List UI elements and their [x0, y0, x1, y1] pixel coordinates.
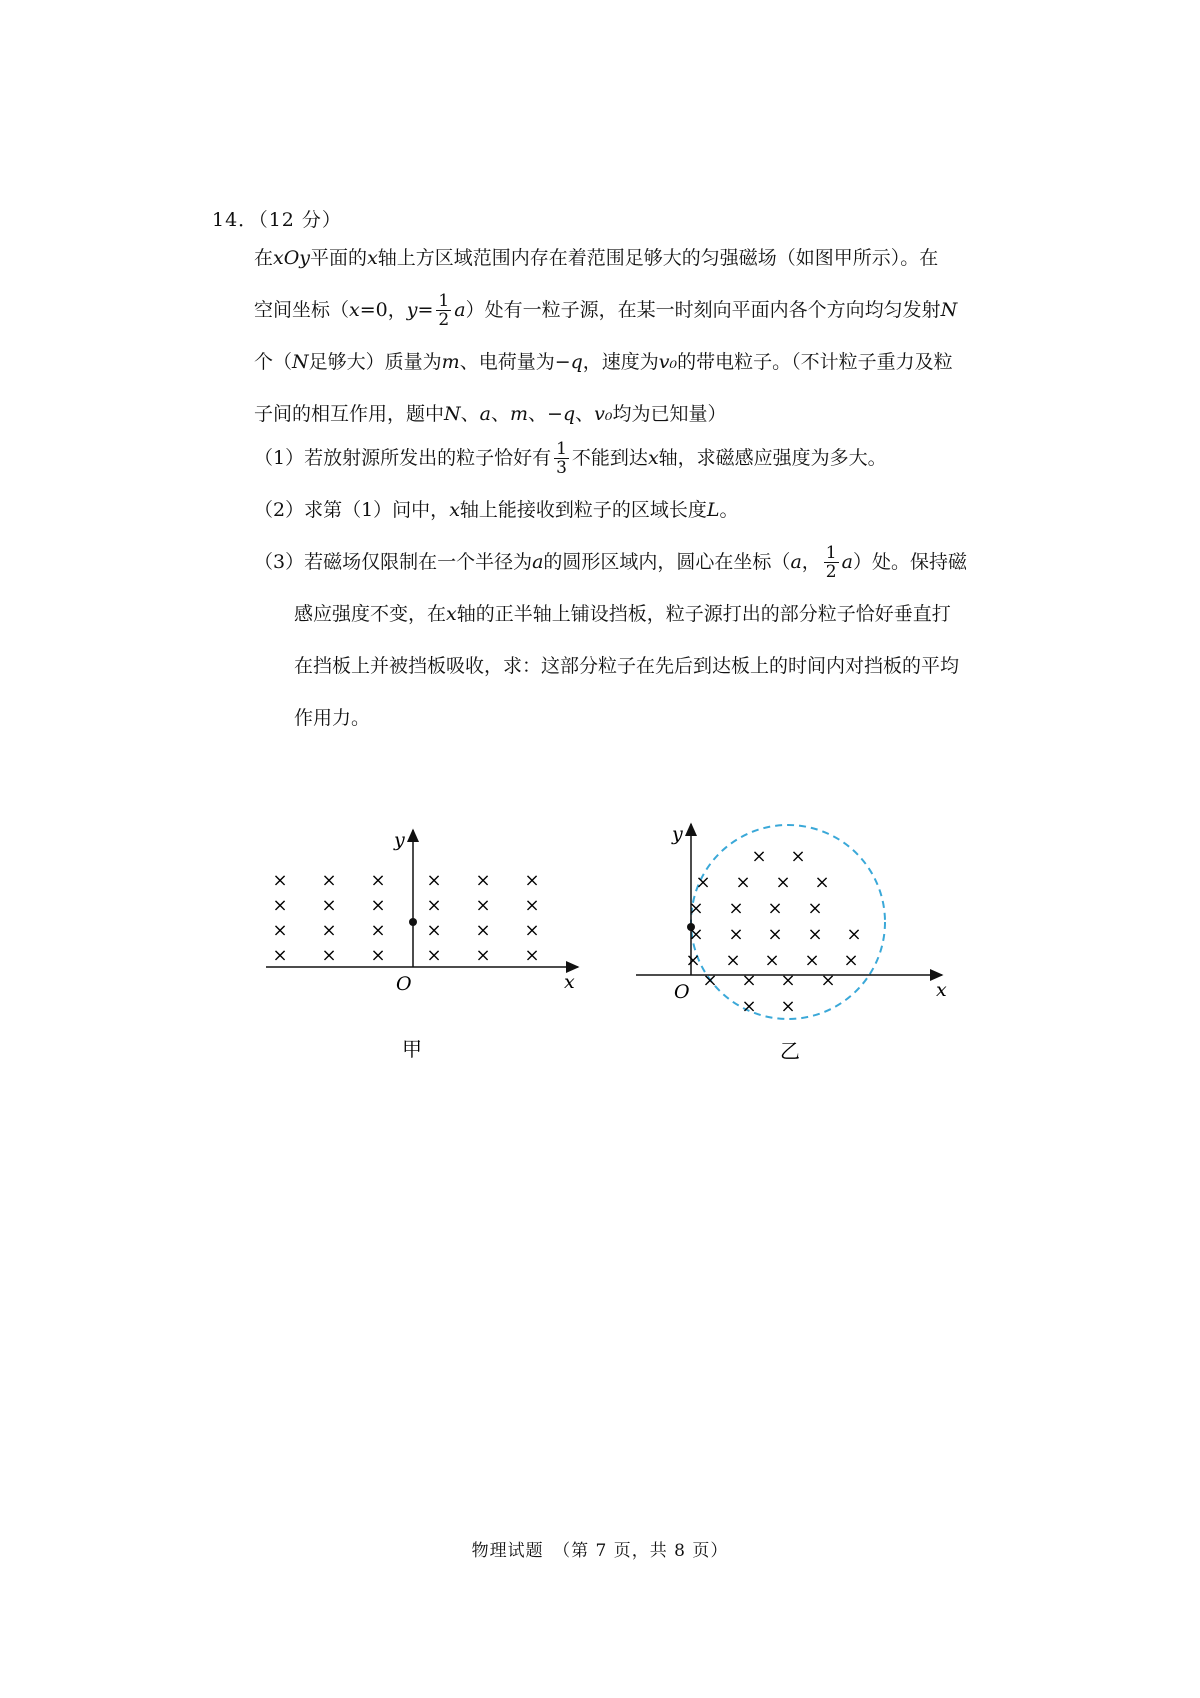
math-variable: x: [647, 447, 659, 469]
field-cross-mark: ×: [728, 924, 744, 945]
field-cross-mark: ×: [321, 920, 337, 941]
field-cross-mark: ×: [426, 945, 442, 966]
field-cross-mark: ×: [735, 872, 751, 893]
math-variable: a: [479, 403, 491, 425]
fraction: $\frac{1}{2}$: [825, 542, 837, 582]
field-cross-mark: ×: [846, 924, 862, 945]
figure-caption: 乙: [780, 1039, 800, 1063]
field-marks: [272, 870, 539, 966]
x-axis-label: x: [564, 971, 575, 993]
field-cross-mark: ×: [728, 898, 744, 919]
question-number: 14．: [212, 209, 259, 231]
field-cross-mark: ×: [272, 945, 288, 966]
field-cross-mark: ×: [790, 846, 806, 867]
math-variable: q: [570, 351, 583, 373]
field-cross-mark: ×: [741, 996, 757, 1017]
field-cross-mark: ×: [767, 898, 783, 919]
math-variable: N: [940, 299, 958, 321]
math-variable: N: [444, 403, 461, 425]
field-cross-mark: ×: [524, 920, 540, 941]
particle-source: [409, 918, 417, 926]
text-line: 个（ N 足够大）质量为 m 、电荷量为− q ，速度为 v₀ 的带电粒子。（不计粒子重力及粒: [254, 336, 1000, 388]
field-cross-mark: ×: [321, 895, 337, 916]
fraction: $\frac{1}{3}$: [556, 438, 567, 478]
math-variable: x: [449, 499, 460, 521]
field-cross-mark: ×: [321, 870, 337, 891]
field-cross-mark: ×: [272, 920, 288, 941]
field-cross-mark: ×: [688, 924, 704, 945]
text-line: （2）求第（1）问中， x 轴上能接收到粒子的区域长度 L 。: [254, 484, 739, 536]
text-line: 感应强度不变，在 x 轴的正半轴上铺设挡板，粒子源打出的部分粒子恰好垂直打: [254, 588, 967, 640]
fraction: $\frac{1}{2}$: [438, 290, 450, 330]
field-cross-mark: ×: [475, 920, 491, 941]
figure-caption: 甲: [402, 1037, 422, 1061]
field-cross-mark: ×: [426, 870, 442, 891]
field-cross-mark: ×: [814, 872, 830, 893]
question-score: （12 分）: [258, 209, 342, 231]
x-axis-label: x: [936, 979, 947, 1001]
field-cross-mark: ×: [321, 945, 337, 966]
field-cross-mark: ×: [688, 898, 704, 919]
field-cross-mark: ×: [725, 950, 741, 971]
sub-question-2: [254, 484, 739, 536]
field-cross-mark: ×: [804, 950, 820, 971]
math-variable: L: [706, 499, 720, 521]
text-line: 子间的相互作用，题中 N 、 a 、 m 、− q 、 v₀ 均为已知量）: [254, 388, 1000, 440]
field-cross-mark: ×: [370, 870, 386, 891]
field-cross-mark: ×: [764, 950, 780, 971]
question-intro: [254, 232, 1000, 440]
field-cross-mark: ×: [426, 895, 442, 916]
math-variable: x: [367, 247, 378, 269]
field-cross-mark: ×: [780, 970, 796, 991]
origin-label: O: [674, 981, 690, 1003]
field-cross-mark: ×: [775, 872, 791, 893]
text-line: 在挡板上并被挡板吸收，求：这部分粒子在先后到达板上的时间内对挡板的平均: [294, 655, 960, 677]
text-line: （3）若磁场仅限制在一个半径为 a 的圆形区域内，圆心在坐标（ a ， $\frac{1}{2}$ a ）处。保持磁: [254, 536, 967, 588]
sub-question-3: [254, 536, 967, 744]
field-cross-mark: ×: [695, 872, 711, 893]
math-variable: x: [446, 603, 457, 625]
field-cross-mark: ×: [741, 970, 757, 991]
field-cross-mark: ×: [475, 895, 491, 916]
field-cross-mark: ×: [702, 970, 718, 991]
text-line: （1）若放射源所发出的粒子恰好有 $\frac{1}{3}$ 不能到达 x 轴，求磁感应强度为多大。: [254, 432, 887, 484]
field-cross-mark: ×: [780, 996, 796, 1017]
field-cross-mark: ×: [807, 924, 823, 945]
field-cross-mark: ×: [843, 950, 859, 971]
field-cross-mark: ×: [426, 920, 442, 941]
field-cross-mark: ×: [524, 870, 540, 891]
math-variable: m: [510, 403, 529, 425]
origin-label: O: [396, 973, 412, 995]
math-variable: a: [841, 551, 853, 573]
field-cross-mark: ×: [820, 970, 836, 991]
math-variable: a: [532, 551, 544, 573]
math-variable: m: [441, 351, 460, 373]
sub-question-1: [254, 432, 887, 484]
field-cross-mark: ×: [475, 870, 491, 891]
field-cross-mark: ×: [524, 945, 540, 966]
math-variable: a: [454, 299, 466, 321]
math-variable: xOy: [273, 247, 311, 269]
figure-jia: [258, 820, 588, 1070]
field-marks: [685, 846, 861, 1017]
figure-yi: [630, 820, 960, 1070]
field-cross-mark: ×: [524, 895, 540, 916]
page-footer: 物理试题 （第 7 页，共 8 页）: [471, 1541, 729, 1561]
math-variable: q: [562, 403, 576, 425]
field-cross-mark: ×: [807, 898, 823, 919]
field-cross-mark: ×: [475, 945, 491, 966]
text-line: 在 xOy 平面的 x 轴上方区域范围内存在着范围足够大的匀强磁场（如图甲所示）。在: [254, 232, 1000, 284]
math-variable: v₀: [658, 351, 678, 373]
math-variable: N: [292, 351, 309, 373]
field-cross-mark: ×: [767, 924, 783, 945]
math-variable: a: [790, 551, 802, 573]
field-cross-mark: ×: [370, 920, 386, 941]
question-header: [212, 205, 342, 232]
text-line: 作用力。: [294, 707, 371, 729]
math-variable: v₀: [594, 403, 613, 425]
field-cross-mark: ×: [370, 945, 386, 966]
field-cross-mark: ×: [272, 895, 288, 916]
math-variable: y: [406, 299, 418, 321]
y-axis-label: y: [672, 823, 683, 845]
field-cross-mark: ×: [370, 895, 386, 916]
y-axis-label: y: [394, 829, 405, 851]
text-line: 空间坐标（ x =0， y = $\frac{1}{2}$ a ）处有一粒子源，在某一时刻向平面内各个方向均匀发射 N: [254, 284, 1000, 336]
field-cross-mark: ×: [751, 846, 767, 867]
field-cross-mark: ×: [685, 950, 701, 971]
field-cross-mark: ×: [272, 870, 288, 891]
math-variable: x: [349, 299, 360, 321]
